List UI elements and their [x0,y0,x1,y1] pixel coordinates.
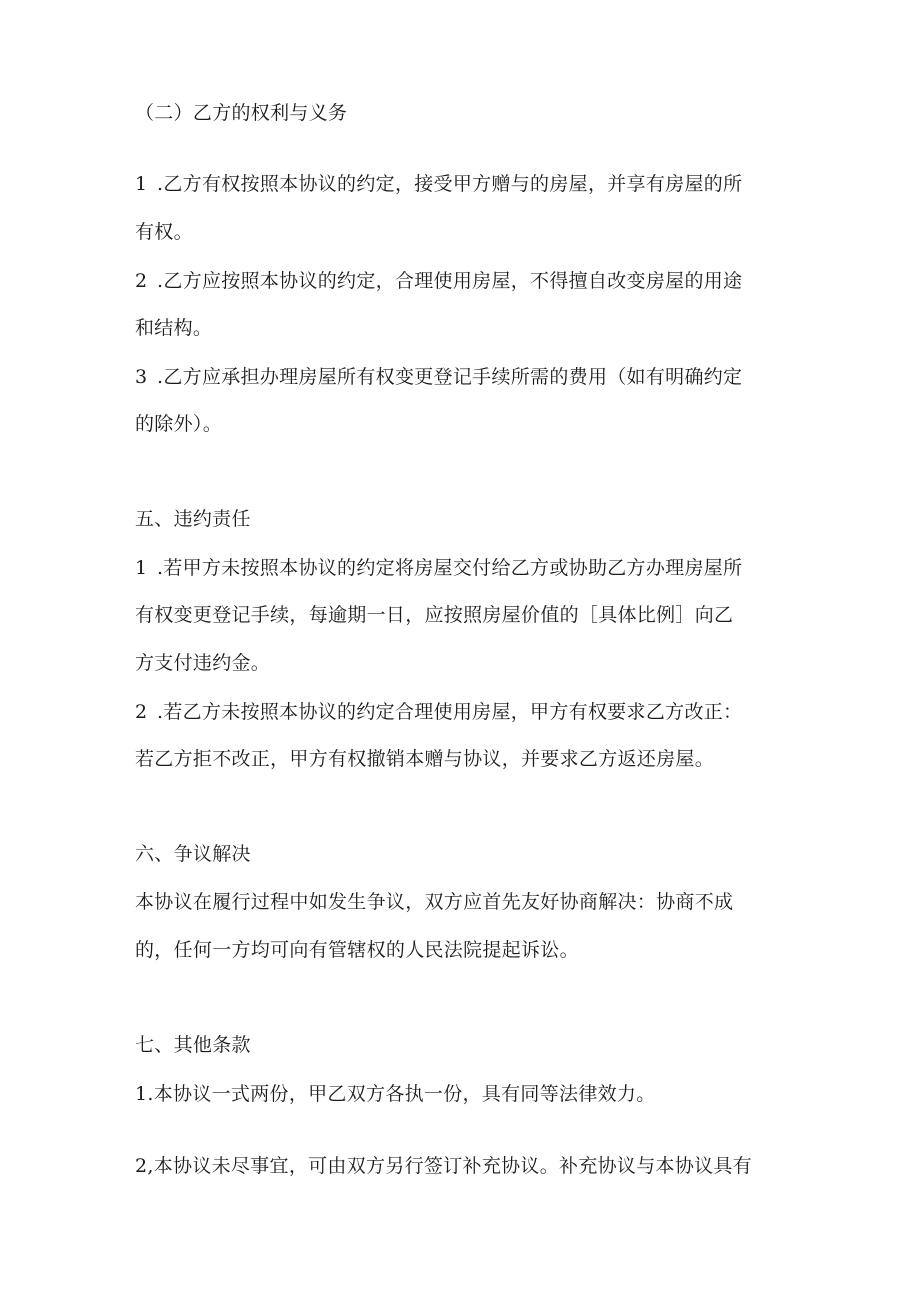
clause-line-continued: 方支付违约金。 [135,652,271,674]
clause-line-continued: 若乙方拒不改正，甲方有权撤销本赠与协议，并要求乙方返还房屋。 [135,748,715,770]
clause-text: .若乙方未按照本协议的约定合理使用房屋，甲方有权要求乙方改正： [157,701,743,723]
section-heading-other-terms: 七、其他条款 [135,1034,251,1056]
clause-line [135,699,785,725]
clause-line [135,268,785,294]
clause-number: 1 [135,557,148,579]
clause-line: 2,本协议未尽事宜，可由双方另行签订补充协议。补充协议与本协议具有 [135,1155,753,1177]
section-heading-party-b-rights: （二）乙方的权利与义务 [135,102,348,124]
clause-number: 1 [135,173,148,195]
section-heading-dispute: 六、争议解决 [135,843,251,865]
clause-line [135,555,785,581]
paragraph-line: 本协议在履行过程中如发生争议，双方应首先友好协商解决：协商不成 [135,891,734,913]
clause-number: 2 [135,270,148,292]
clause-line: 1.本协议一式两份，甲乙双方各执一份，具有同等法律效力。 [135,1083,656,1105]
clause-number: 3 [135,366,148,388]
clause-line [135,364,785,390]
clause-line-continued: 的除外）。 [135,413,223,435]
section-heading-breach: 五、违约责任 [135,508,251,530]
clause-text: .乙方应承担办理房屋所有权变更登记手续所需的费用（如有明确约定 [157,366,743,388]
clause-text: .若甲方未按照本协议的约定将房屋交付给乙方或协助乙方办理房屋所 [157,557,743,579]
clause-line [135,171,785,197]
clause-text: .乙方有权按照本协议的约定，接受甲方赠与的房屋，并享有房屋的所 [157,173,743,195]
clause-line-continued: 和结构。 [135,317,213,339]
paragraph-line: 的，任何一方均可向有管辖权的人民法院提起诉讼。 [135,939,579,961]
clause-line-continued: 有权变更登记手续，每逾期一日，应按照房屋价值的［具体比例］向乙 [135,604,734,626]
clause-number: 2 [135,701,148,723]
clause-text: .乙方应按照本协议的约定，合理使用房屋，不得擅自改变房屋的用途 [157,270,743,292]
clause-line-continued: 有权。 [135,221,193,243]
